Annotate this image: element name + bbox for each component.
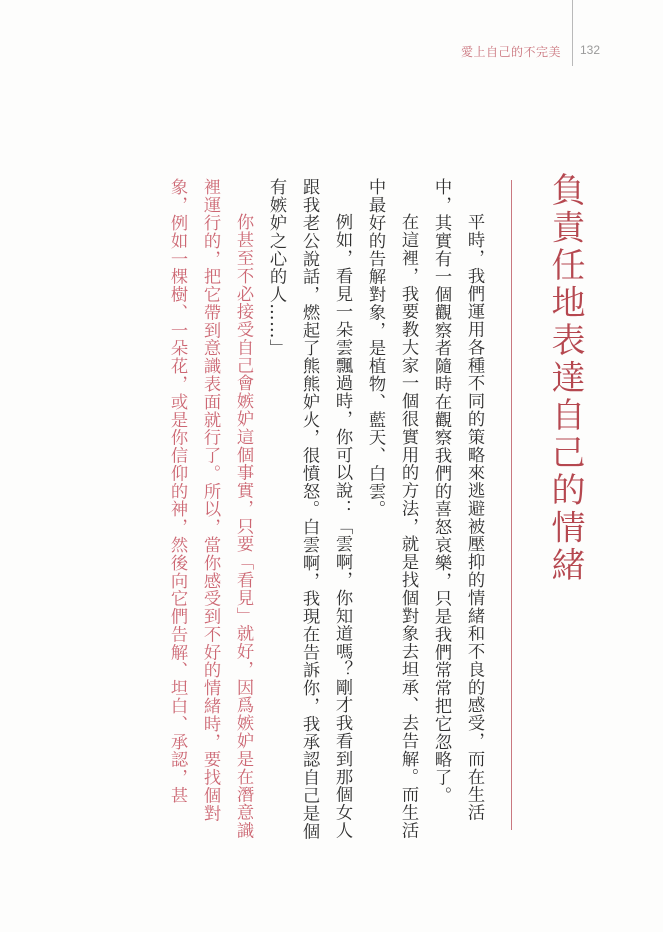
paragraph-1: 平時，我們運用各種不同的策略來逃避被壓抑的情緒和不良的感受，而在生活中，其實有一個觀察者隨時在觀察我們的喜怒哀樂，只是我們常常把它忽略了。 (431, 178, 484, 821)
header-divider (572, 0, 573, 66)
page-number: 132 (580, 43, 601, 57)
title-divider (511, 180, 512, 830)
paragraph-4: 你甚至不必接受自己會嫉妒這個事實，只要「看見」就好，因爲嫉妒是在潛意識裡運行的，把它帶到意識表面就行了。所以，當你感受到不好的情緒時，要找個對象，例如一棵樹、一朵花，或是你信仰的神，然後向它們告解、坦白、承認，甚 (167, 178, 253, 839)
paragraph-3: 例如，看見一朵雲飄過時，你可以說：「雲啊，你知道嗎？剛才我看到那個女人跟我老公說話，燃起了熊熊妒火，很憤怒。白雲啊，我現在告訴你，我承認自己是個有嫉妒之心的人……」 (266, 178, 352, 840)
paragraph-2: 在這裡，我要教大家一個很實用的方法，就是找個對象去坦承、去告解。而生活中最好的告解對象，是植物、藍天、白雲。 (365, 178, 418, 839)
chapter-title: 負責任地表達自己的情緒 (545, 172, 585, 585)
running-title: 愛上自己的不完美 (460, 45, 561, 59)
body-text (98, 178, 490, 842)
